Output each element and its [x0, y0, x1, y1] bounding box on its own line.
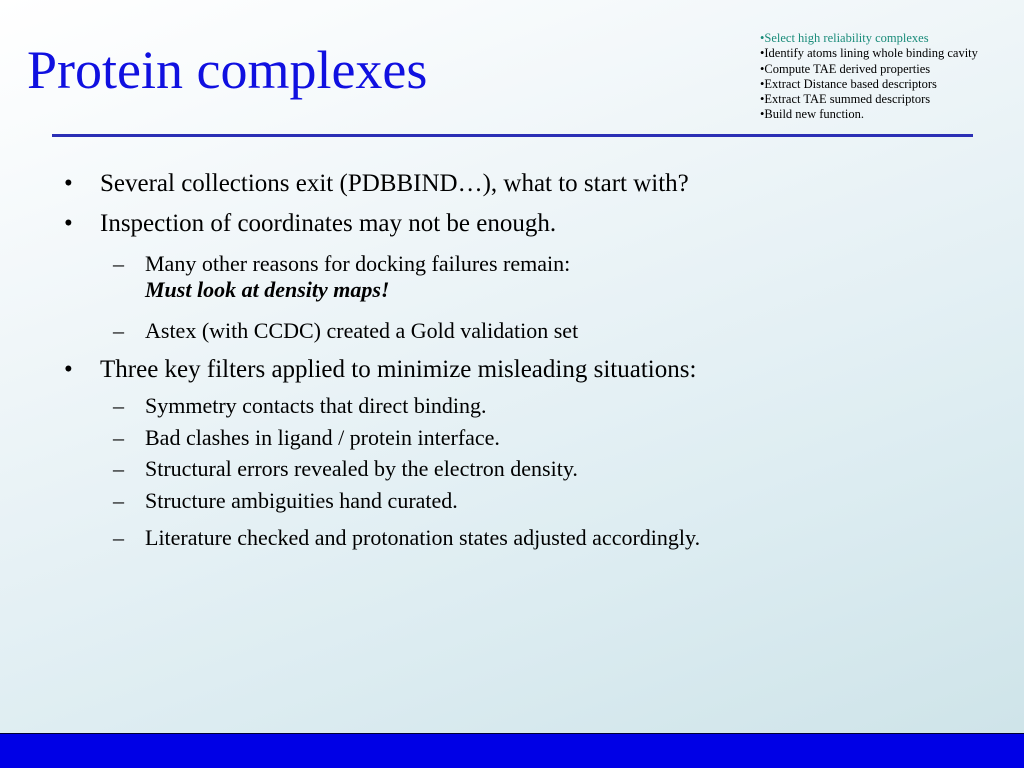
sub-bullet-text: Structure ambiguities hand curated. — [145, 488, 458, 513]
emphasis-text: Must look at density maps! — [145, 277, 390, 302]
slide-title: Protein complexes — [27, 40, 428, 100]
agenda-bullet: • — [760, 107, 765, 122]
agenda-item-label: Extract TAE summed descriptors — [764, 92, 931, 107]
sub-bullet-marker: – — [113, 488, 124, 513]
agenda-item-label: Build new function. — [764, 107, 865, 122]
agenda-item-label: Extract Distance based descriptors — [764, 76, 937, 91]
footer-bar — [0, 733, 1024, 768]
sub-bullet-text: Bad clashes in ligand / protein interface. — [145, 425, 500, 450]
sub-bullet-marker: – — [113, 525, 124, 550]
sub-bullet-marker: – — [113, 456, 124, 481]
bullet-text: Inspection of coordinates may not be enough. — [100, 210, 557, 237]
bullet-marker: • — [64, 170, 73, 197]
sub-bullet-marker: – — [113, 318, 124, 343]
sub-bullet-marker: – — [113, 425, 124, 450]
agenda-item-label: Identify atoms lining whole binding cavity — [764, 46, 978, 61]
sub-bullet-text: Symmetry contacts that direct binding. — [145, 393, 487, 418]
agenda-bullet: • — [760, 92, 765, 107]
bullet-text: Three key filters applied to minimize misleading situations: — [100, 356, 697, 383]
agenda-bullet: • — [760, 76, 765, 91]
agenda-bullet: • — [760, 31, 765, 45]
agenda-bullet: • — [760, 61, 765, 76]
sub-bullet-text: Astex (with CCDC) created a Gold validation set — [145, 318, 579, 343]
agenda-item-label: Select high reliability complexes — [764, 31, 929, 45]
sub-bullet-marker: – — [113, 251, 124, 276]
agenda-bullet: • — [760, 46, 765, 61]
sub-bullet-text: Structural errors revealed by the electron density. — [145, 456, 578, 481]
sub-bullet-marker: – — [113, 393, 124, 418]
bullet-marker: • — [64, 356, 73, 383]
bullet-text: Several collections exit (PDBBIND…), what to start with? — [100, 170, 689, 197]
bullet-marker: • — [64, 210, 73, 237]
sub-bullet-text: Many other reasons for docking failures remain: — [145, 251, 571, 276]
agenda-item-label: Compute TAE derived properties — [764, 61, 931, 76]
sub-bullet-text: Literature checked and protonation states adjusted accordingly. — [145, 525, 701, 550]
